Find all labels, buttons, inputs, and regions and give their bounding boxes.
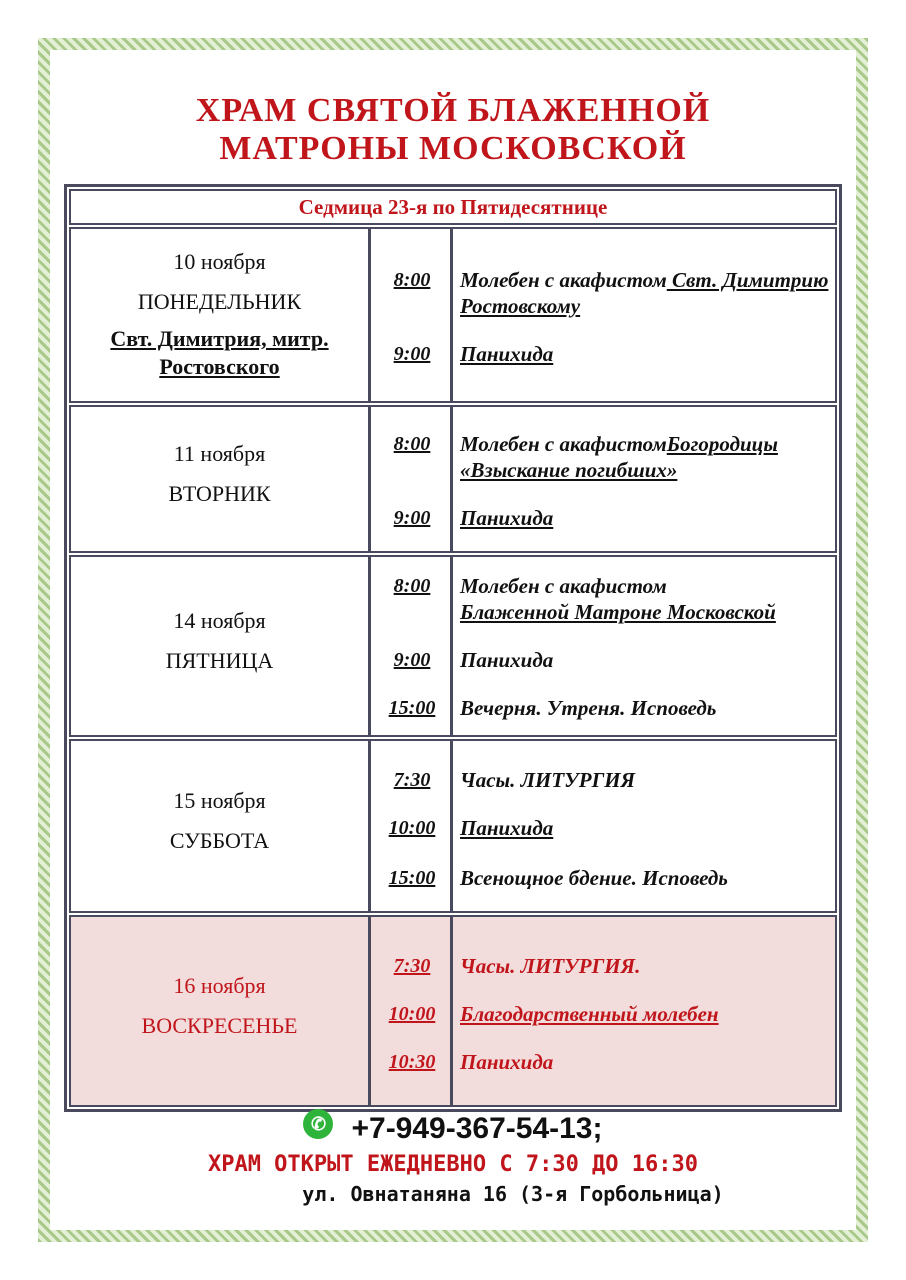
day-date: 16 ноября [173, 973, 266, 998]
event-time: 9:00 [393, 343, 431, 365]
day-row-friday [69, 555, 837, 737]
event-service [460, 573, 829, 625]
day-row-monday [69, 227, 837, 403]
time-cell [371, 557, 453, 735]
service-text: Молебен с акафистом [460, 268, 667, 292]
service-cell [453, 229, 835, 401]
day-row-saturday [69, 739, 837, 913]
day-date: 14 ноября [173, 608, 266, 633]
service-highlight: Богородицы «Взыскание погибших» [460, 432, 778, 482]
event-service [460, 865, 829, 891]
event-time: 9:00 [393, 507, 431, 529]
day-cell [71, 557, 371, 735]
event-service [460, 767, 829, 793]
event-time: 7:30 [393, 769, 431, 791]
service-highlight: Панихида [460, 816, 554, 840]
time-cell [371, 229, 453, 401]
event-time: 9:00 [393, 649, 431, 671]
event-time: 10:00 [388, 1003, 436, 1025]
service-text: Молебен с акафистом [460, 574, 667, 598]
event-time: 15:00 [388, 697, 436, 719]
day-row-sunday [69, 915, 837, 1107]
event-service [460, 815, 829, 841]
event-service [460, 695, 829, 721]
service-cell [453, 557, 835, 735]
event-time: 8:00 [393, 269, 431, 291]
event-service [460, 431, 829, 483]
event-service [460, 267, 829, 319]
phone-icon: ✆ [303, 1109, 333, 1139]
title-line-1: ХРАМ СВЯТОЙ БЛАЖЕННОЙ [195, 92, 711, 129]
day-weekday: ВТОРНИК [168, 481, 271, 506]
day-weekday: СУББОТА [169, 828, 270, 853]
service-highlight: Панихида [460, 342, 554, 366]
time-cell [371, 407, 453, 551]
event-service [460, 1001, 829, 1027]
week-title: Седмица 23-я по Пятидесятнице [69, 189, 837, 225]
day-row-tuesday [69, 405, 837, 553]
event-time: 10:00 [388, 817, 436, 839]
day-cell [71, 917, 371, 1105]
schedule-table [64, 184, 842, 1112]
service-text: Всенощное бдение. Исповедь [460, 866, 728, 890]
service-cell [453, 407, 835, 551]
service-text: Панихида [460, 648, 554, 672]
day-cell [71, 741, 371, 911]
day-weekday: ВОСКРЕСЕНЬЕ [141, 1013, 298, 1038]
phone-number[interactable]: +7-949-367-54-13; [351, 1112, 603, 1145]
day-date: 15 ноября [173, 788, 266, 813]
page-title [0, 92, 906, 168]
time-cell [371, 741, 453, 911]
time-cell [371, 917, 453, 1105]
event-time: 15:00 [388, 867, 436, 889]
day-date: 10 ноября [173, 249, 266, 274]
event-time: 8:00 [393, 433, 431, 455]
day-cell [71, 407, 371, 551]
service-text: Панихида [460, 1050, 554, 1074]
service-text: Молебен с акафистом [460, 432, 667, 456]
service-cell [453, 917, 835, 1105]
event-time: 8:00 [393, 575, 431, 597]
event-time: 7:30 [393, 955, 431, 977]
day-weekday: ПЯТНИЦА [165, 648, 274, 673]
title-line-2: МАТРОНЫ МОСКОВСКОЙ [219, 130, 687, 167]
service-highlight: Благодарственный молебен [460, 1002, 719, 1026]
event-service [460, 647, 829, 673]
service-text: Часы. ЛИТУРГИЯ. [460, 954, 641, 978]
service-text: Вечерня. Утреня. Исповедь [460, 696, 717, 720]
address: ул. Овнатаняна 16 (3-я Горбольница) [302, 1182, 724, 1206]
event-time: 10:30 [388, 1051, 436, 1073]
service-highlight: Блаженной Матроне Московской [460, 600, 776, 624]
event-service [460, 341, 829, 367]
service-highlight: Панихида [460, 506, 554, 530]
service-highlight: Свт. Димитрию Ростовскому [460, 268, 829, 318]
phone-line [0, 1112, 906, 1146]
event-service [460, 505, 829, 531]
event-service [460, 953, 829, 979]
day-weekday: ПОНЕДЕЛЬНИК [137, 289, 302, 314]
service-cell [453, 741, 835, 911]
day-saint: Свт. Димитрия, митр. Ростовского [110, 326, 329, 379]
open-hours: ХРАМ ОТКРЫТ ЕЖЕДНЕВНО С 7:30 ДО 16:30 [207, 1152, 699, 1177]
day-date: 11 ноября [173, 441, 266, 466]
day-cell [71, 229, 371, 401]
service-text: Часы. ЛИТУРГИЯ [460, 768, 636, 792]
event-service [460, 1049, 829, 1075]
